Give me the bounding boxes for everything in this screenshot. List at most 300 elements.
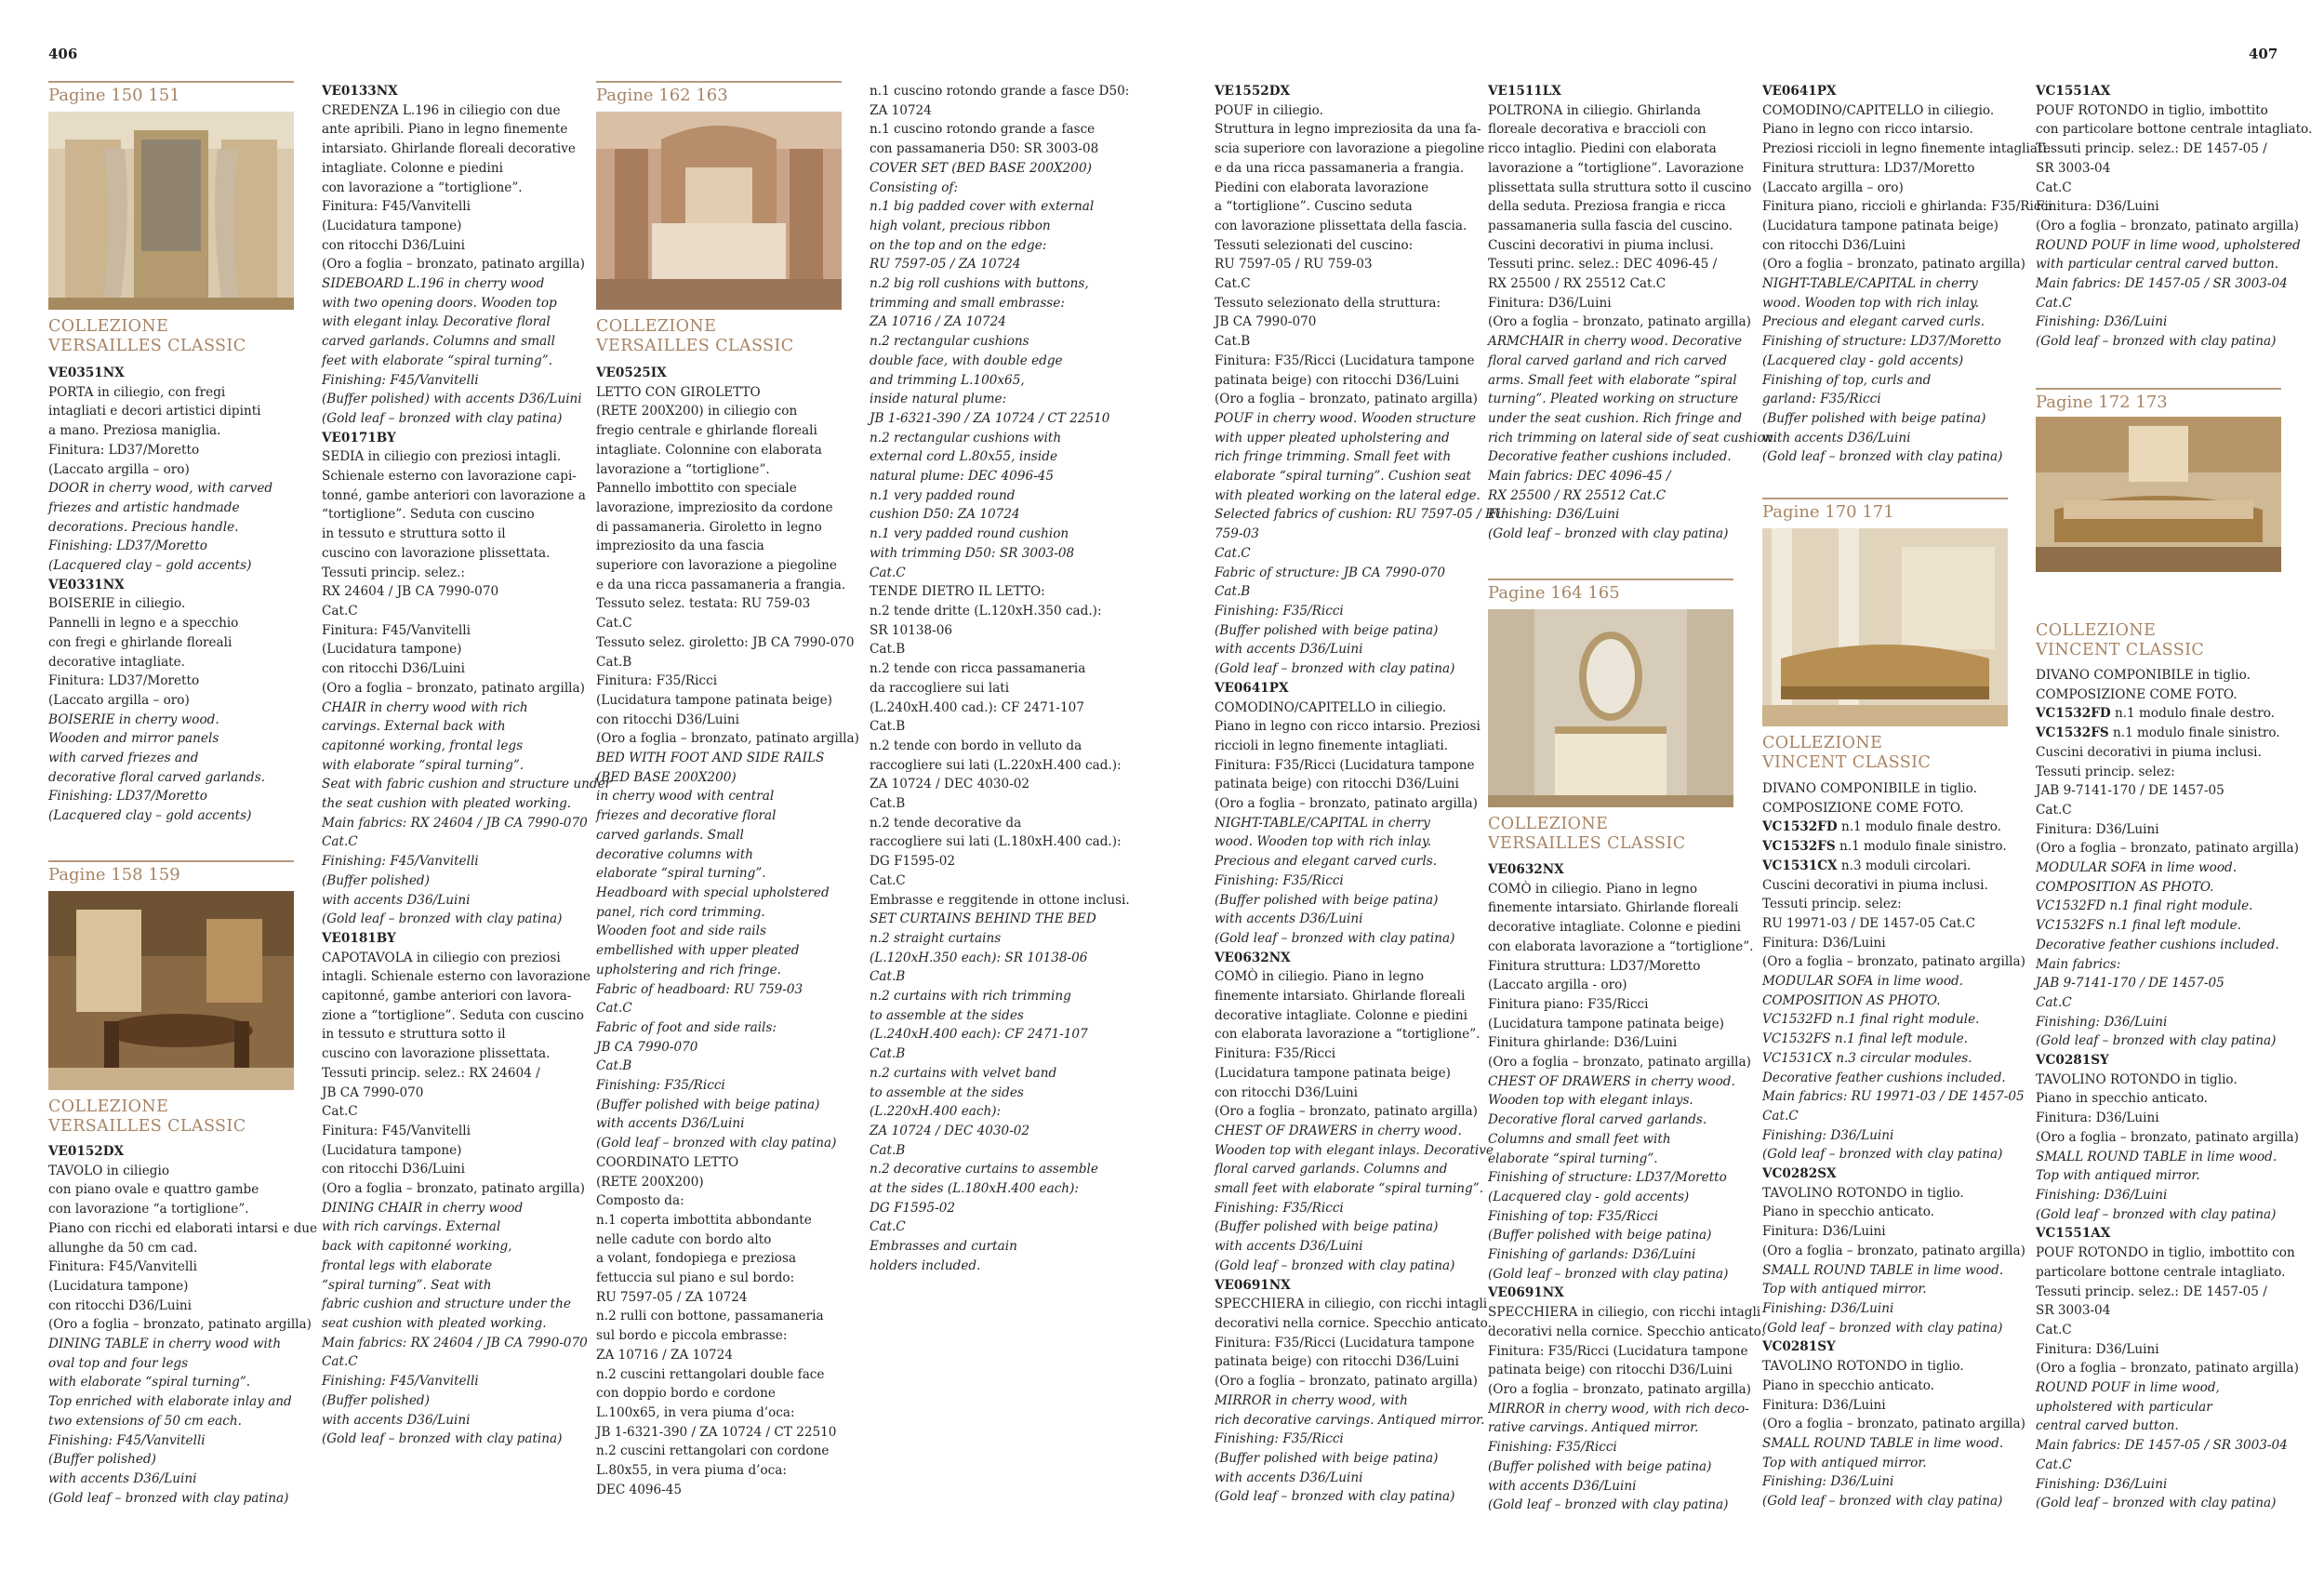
english-text-line: n.2 big roll cushions with buttons, — [870, 276, 1089, 292]
text-line: DIVANO COMPONIBILE in tiglio. — [2036, 668, 2251, 683]
english-text-line: wood. Wooden top with rich inlay. — [1762, 295, 1980, 311]
english-text-line: Cat.B — [870, 1046, 906, 1062]
text-line: (Oro a foglia – bronzato, patinato argilla) — [322, 680, 585, 696]
text-line: (Laccato argilla – oro) — [48, 692, 190, 708]
text-line: n.2 tende con bordo in velluto da — [870, 738, 1082, 753]
text-line: tonné, gambe anteriori con lavorazione a — [322, 487, 586, 503]
text-line: (Oro a foglia – bronzato, patinato argilla) — [2036, 1129, 2299, 1145]
item-code: VE0691NX — [1488, 1285, 1564, 1301]
text-line — [1762, 818, 2025, 837]
text-line: Cat.C — [596, 616, 632, 632]
text-line: SR 3003-04 — [2036, 160, 2111, 176]
english-text-line: decorative columns with — [596, 846, 754, 862]
item-code-description: n.1 modulo finale sinistro. — [2108, 725, 2280, 741]
english-text-line: with particular central carved button. — [2036, 257, 2279, 273]
text-line: Finitura: F45/Vanvitelli — [322, 199, 471, 215]
text-line: (Oro a foglia – bronzato, patinato argilla) — [322, 257, 585, 273]
text-line: con ritocchi D36/Luini — [322, 237, 466, 253]
text-line: Pannelli in legno e a specchio — [48, 616, 239, 632]
english-text-line: DINING CHAIR in cherry wood — [322, 1200, 524, 1216]
text-line: (Oro a foglia – bronzato, patinato argilla) — [596, 731, 859, 747]
page-number-right: 407 — [2249, 46, 2278, 62]
text-line: Cat.C — [322, 1104, 358, 1120]
text-line: n.1 coperta imbottita abbondante — [596, 1212, 812, 1228]
text-line: POUF ROTONDO in tiglio, imbottito con — [2036, 1245, 2295, 1261]
text-line: Finitura: F45/Vanvitelli — [322, 622, 471, 638]
english-text-line: Consisting of: — [870, 180, 959, 195]
text-line: SPECCHIERA in ciliegio, con ricchi intagli — [1488, 1305, 1761, 1321]
english-text-line: decorative floral carved garlands. — [48, 769, 265, 785]
english-text-line: DG F1595-02 — [870, 1200, 955, 1216]
section-pages-label: Pagine 162 163 — [596, 86, 728, 105]
english-text-line: (Gold leaf – bronzed with clay patina) — [1762, 1494, 2003, 1510]
english-text-line: Finishing of structure: LD37/Moretto — [1488, 1170, 1727, 1186]
text-line: TAVOLINO ROTONDO in tiglio. — [1762, 1185, 1964, 1201]
text-line: RU 7597-05 / RU 759-03 — [1215, 257, 1373, 273]
english-text-line: (Gold leaf – bronzed with clay patina) — [322, 1431, 563, 1447]
text-line: COMPOSIZIONE COME FOTO. — [2036, 686, 2238, 702]
english-text-line: with carved friezes and — [48, 751, 199, 766]
english-text-line: Finishing of top, curls and — [1762, 372, 1932, 388]
english-text-line: with two opening doors. Wooden top — [322, 295, 557, 311]
text-line: decorative intagliate. Colonne e piedini — [1488, 920, 1741, 936]
english-text-line: Main fabrics: — [2036, 956, 2121, 972]
item-code: VC0281SY — [1762, 1339, 1836, 1355]
page-number-left: 406 — [48, 46, 78, 62]
text-line: TAVOLINO ROTONDO in tiglio. — [1762, 1359, 1964, 1375]
text-line: intagliate. Colonne e piedini — [322, 160, 503, 176]
text-line: (RETE 200X200) — [596, 1174, 704, 1190]
english-text-line: JAB 9-7141-170 / DE 1457-05 — [2036, 976, 2224, 991]
text-line: allunghe da 50 cm cad. — [48, 1240, 198, 1256]
text-line: con ritocchi D36/Luini — [322, 661, 466, 677]
english-text-line: (Buffer polished with beige patina) — [1215, 1450, 1439, 1466]
text-line: Tessuto selez. testata: RU 759-03 — [596, 596, 811, 612]
english-text-line: to assemble at the sides — [870, 1007, 1024, 1023]
english-text-line: embellished with upper pleated — [596, 943, 800, 959]
english-text-line: Cat.C — [322, 1354, 358, 1370]
text-line: con doppio bordo e cordone — [596, 1386, 776, 1402]
text-line: Cuscini decorativi in piuma inclusi. — [2036, 744, 2262, 760]
text-line: POLTRONA in ciliegio. Ghirlanda — [1488, 102, 1701, 118]
text-line: SR 10138-06 — [870, 622, 953, 638]
text-line: (Laccato argilla – oro) — [1762, 180, 1904, 195]
english-text-line: (Buffer polished) — [322, 872, 430, 888]
text-line: (Oro a foglia – bronzato, patinato argilla) — [1215, 392, 1478, 407]
text-line: (Lucidatura tampone) — [48, 1278, 189, 1294]
text-line: Cat.B — [596, 654, 632, 670]
english-text-line: Finishing: F45/Vanvitelli — [322, 1374, 479, 1390]
item-text-block — [1762, 82, 2052, 467]
text-line: COMÒ in ciliegio. Piano in legno — [1488, 881, 1698, 897]
english-text-line: with elegant inlay. Decorative floral — [322, 314, 551, 330]
text-line: con lavorazione plissettata della fascia. — [1215, 218, 1467, 233]
english-text-line: garland: F35/Ricci — [1762, 392, 1881, 407]
item-text-block — [48, 364, 272, 826]
text-line: RX 25500 / RX 25512 Cat.C — [1488, 276, 1667, 292]
text-line: superiore con lavorazione a piegoline — [596, 558, 837, 574]
text-line: COMÒ in ciliegio. Piano in legno — [1215, 969, 1425, 985]
english-text-line: (Gold leaf – bronzed with clay patina) — [1488, 526, 1729, 542]
english-text-line: Cat.C — [596, 1001, 632, 1017]
item-text-block — [596, 364, 859, 1499]
english-text-line: Main fabrics: DEC 4096-45 / — [1488, 469, 1671, 485]
text-line: Cat.C — [870, 872, 906, 888]
text-line: Cat.C — [322, 603, 358, 619]
english-text-line: (Gold leaf – bronzed with clay patina) — [322, 410, 563, 426]
text-line: Finitura: F45/Vanvitelli — [322, 1123, 471, 1138]
text-line: RX 24604 / JB CA 7990-070 — [322, 584, 499, 600]
item-code: VE0171BY — [322, 430, 396, 446]
english-text-line: CHEST OF DRAWERS in cherry wood. — [1215, 1123, 1462, 1138]
text-line: con ritocchi D36/Luini — [322, 1162, 466, 1177]
collection-line: VERSAILLES CLASSIC — [48, 1116, 246, 1136]
english-text-line: and trimming L.100x65, — [870, 372, 1025, 388]
text-line: lavorazione, impreziosito da cordone — [596, 499, 833, 515]
english-text-line: Finishing: LD37/Moretto — [48, 789, 207, 805]
text-line: (L.240xH.400 cad.): CF 2471-107 — [870, 699, 1084, 715]
english-text-line: Finishing: F45/Vanvitelli — [322, 372, 479, 388]
text-line: n.2 tende con ricca passamaneria — [870, 661, 1086, 677]
text-line: POUF in ciliegio. — [1215, 102, 1323, 118]
text-line: SEDIA in ciliegio con preziosi intagli. — [322, 449, 562, 465]
english-text-line: (Gold leaf – bronzed with clay patina) — [1762, 1147, 2003, 1163]
english-text-line: with pleated working on the lateral edge. — [1215, 487, 1481, 503]
english-text-line: Fabric of structure: JB CA 7990-070 — [1215, 565, 1446, 580]
text-line: con elaborata lavorazione a “tortiglione”. — [1488, 938, 1754, 954]
text-line: TAVOLINO ROTONDO in tiglio. — [2036, 1071, 2238, 1087]
text-line: COMODINO/CAPITELLO in ciliegio. — [1762, 102, 1995, 118]
text-line: Cat.B — [1215, 334, 1251, 350]
english-text-line: inside natural plume: — [870, 392, 1007, 407]
english-text-line: with elaborate “spiral turning”. — [48, 1375, 251, 1390]
english-text-line: (Gold leaf – bronzed with clay patina) — [596, 1136, 837, 1151]
english-text-line: Top with antiqued mirror. — [1762, 1282, 1927, 1297]
item-code: VE1511LX — [1488, 84, 1561, 99]
english-text-line: n.2 curtains with velvet band — [870, 1065, 1057, 1081]
text-line: cuscino con lavorazione plissettata. — [322, 545, 551, 561]
text-line: JB 1-6321-390 / ZA 10724 / CT 22510 — [596, 1424, 837, 1440]
english-text-line: n.1 very padded round — [870, 487, 1016, 503]
english-text-line: with accents D36/Luini — [322, 1412, 471, 1428]
english-text-line: Finishing: F35/Ricci — [1215, 872, 1344, 888]
text-line: Tessuti princip. selez: — [1762, 897, 1902, 912]
english-text-line: double face, with double edge — [870, 353, 1063, 368]
text-line — [1762, 837, 2025, 857]
english-text-line: Finishing of structure: LD37/Moretto — [1762, 334, 2001, 350]
english-text-line: Main fabrics: DE 1457-05 / SR 3003-04 — [2036, 1438, 2288, 1454]
text-line: Finitura: LD37/Moretto — [48, 673, 200, 689]
text-line: con lavorazione a “tortiglione”. — [322, 180, 523, 195]
section-rule — [1488, 579, 1733, 580]
english-text-line: upholstered with particular — [2036, 1399, 2212, 1415]
english-text-line: SMALL ROUND TABLE in lime wood. — [1762, 1435, 2004, 1451]
english-text-line: elaborate “spiral turning”. — [1488, 1151, 1658, 1166]
text-line: DEC 4096-45 — [596, 1482, 683, 1497]
english-text-line: MODULAR SOFA in lime wood. — [2036, 860, 2238, 876]
english-text-line: COMPOSITION AS PHOTO. — [1762, 992, 1941, 1008]
item-code: VC1532FS — [1762, 839, 1836, 855]
english-text-line: decorations. Precious handle. — [48, 519, 239, 535]
text-line: (Oro a foglia – bronzato, patinato argilla) — [1762, 257, 2025, 273]
collection-line: VINCENT CLASSIC — [2036, 640, 2205, 659]
english-text-line: Main fabrics: RU 19971-03 / DE 1457-05 — [1762, 1089, 2025, 1105]
english-text-line: with elaborate “spiral turning”. — [322, 757, 525, 773]
english-text-line: in cherry wood with central — [596, 789, 775, 805]
english-text-line: n.2 curtains with rich trimming — [870, 989, 1071, 1004]
english-text-line: Wooden top with elegant inlays. Decorative — [1215, 1142, 1494, 1158]
item-code: VC1532FD — [1762, 819, 1838, 835]
english-text-line: (Buffer polished) with accents D36/Luini — [322, 392, 582, 407]
text-line: patinata beige) con ritocchi D36/Luini — [1488, 1363, 1733, 1378]
text-line: Piano in legno con ricco intarsio. Preziosi — [1215, 719, 1481, 735]
text-line: COMODINO/CAPITELLO in ciliegio. — [1215, 699, 1447, 715]
item-code: VC1551AX — [2036, 1226, 2111, 1242]
english-text-line: rich fringe trimming. Small feet with — [1215, 449, 1452, 465]
text-line: RU 7597-05 / ZA 10724 — [596, 1289, 748, 1305]
english-text-line: Fabric of foot and side rails: — [596, 1019, 777, 1035]
english-text-line: Finishing: LD37/Moretto — [48, 539, 207, 554]
english-text-line: external cord L.80x55, inside — [870, 449, 1057, 465]
collection-line: COLLEZIONE — [1762, 734, 1883, 752]
text-line: di passamaneria. Giroletto in legno — [596, 519, 822, 535]
english-text-line: cushion D50: ZA 10724 — [870, 507, 1020, 523]
text-line: decorative intagliate. — [48, 654, 186, 670]
english-text-line: seat cushion with pleated working. — [322, 1316, 547, 1331]
section-rule — [596, 81, 842, 83]
text-line: intagli. Schienale esterno con lavorazione — [322, 969, 591, 985]
english-text-line: Finishing: D36/Luini — [1762, 1300, 1894, 1316]
english-text-line: (Gold leaf – bronzed with clay patina) — [322, 911, 563, 927]
item-code: VC0282SX — [1762, 1166, 1837, 1182]
text-line: Finitura piano: F35/Ricci — [1488, 996, 1649, 1012]
english-text-line: n.2 straight curtains — [870, 930, 1002, 946]
english-text-line: n.1 very padded round cushion — [870, 526, 1069, 542]
english-text-line: with accents D36/Luini — [1215, 1470, 1363, 1485]
text-line: con lavorazione “a tortiglione”. — [48, 1202, 249, 1217]
text-line: capitonné, gambe anteriori con lavora- — [322, 989, 572, 1004]
text-line: scia superiore con lavorazione a piegoline — [1215, 141, 1485, 157]
text-line: con ritocchi D36/Luini — [596, 712, 740, 727]
english-text-line: Cat.C — [2036, 994, 2072, 1010]
text-line: Piano in specchio anticato. — [2036, 1091, 2208, 1107]
item-code-description: n.1 modulo finale destro. — [2110, 706, 2275, 722]
english-text-line: friezes and decorative floral — [596, 808, 777, 824]
text-line: Pannello imbottito con speciale — [596, 481, 797, 497]
section-rule — [2036, 388, 2281, 390]
text-line: zione a “tortiglione”. Seduta con cuscino — [322, 1007, 584, 1023]
text-line: in tessuto e struttura sotto il — [322, 1027, 506, 1043]
english-text-line: (Gold leaf – bronzed with clay patina) — [2036, 1206, 2277, 1222]
text-line: Finitura ghirlande: D36/Luini — [1488, 1035, 1678, 1051]
english-text-line: Cat.C — [870, 565, 906, 580]
text-line: (Oro a foglia – bronzato, patinato argilla) — [1215, 796, 1478, 812]
text-line: JB CA 7990-070 — [322, 1084, 424, 1100]
text-line: fregio centrale e ghirlande floreali — [596, 423, 817, 439]
english-text-line: VC1532FD n.1 final right module. — [2036, 898, 2253, 914]
english-text-line: natural plume: DEC 4096-45 — [870, 469, 1055, 485]
text-line: Cat.C — [2036, 802, 2072, 818]
text-line: (Oro a foglia – bronzato, patinato argilla) — [1762, 1417, 2025, 1432]
text-line: floreale decorativa e braccioli con — [1488, 122, 1706, 138]
english-text-line: Finishing: D36/Luini — [1762, 1474, 1894, 1490]
item-text-block — [870, 82, 1130, 1276]
section-pages-label: Pagine 172 173 — [2036, 392, 2168, 412]
collection-line: COLLEZIONE — [596, 317, 717, 336]
english-text-line: Decorative feather cushions included. — [1488, 449, 1732, 465]
text-line: ZA 10724 / DEC 4030-02 — [870, 777, 1030, 792]
text-line: (Lucidatura tampone patinata beige) — [596, 692, 832, 708]
english-text-line: n.2 rectangular cushions — [870, 334, 1029, 350]
english-text-line: (L.220xH.400 each): — [870, 1104, 1002, 1120]
item-text-block — [322, 82, 611, 1449]
english-text-line: ZA 10716 / ZA 10724 — [870, 314, 1006, 330]
english-text-line: BED WITH FOOT AND SIDE RAILS — [596, 751, 825, 766]
text-line: Finitura: D36/Luini — [2036, 199, 2159, 215]
text-line: SR 3003-04 — [2036, 1303, 2111, 1319]
text-line — [1762, 857, 2025, 876]
item-code: VE0331NX — [48, 577, 125, 592]
text-line: DIVANO COMPONIBILE in tiglio. — [1762, 781, 1977, 796]
text-line: (Oro a foglia – bronzato, patinato argilla) — [48, 1317, 312, 1333]
text-line: Tessuto selez. giroletto: JB CA 7990-070 — [596, 634, 855, 650]
text-line: (Oro a foglia – bronzato, patinato argilla) — [1488, 1381, 1751, 1397]
collection-title — [48, 1097, 246, 1136]
text-line: da raccogliere sui lati — [870, 680, 1010, 696]
english-text-line: Cat.C — [2036, 1457, 2072, 1472]
english-text-line: COVER SET (BED BASE 200X200) — [870, 160, 1092, 176]
collection-title — [1488, 815, 1686, 853]
english-text-line: (L.240xH.400 each): CF 2471-107 — [870, 1027, 1088, 1043]
english-text-line: n.2 rectangular cushions with — [870, 430, 1062, 446]
text-line: intagliati e decori artistici dipinti — [48, 404, 261, 419]
english-text-line: (Buffer polished) — [322, 1392, 430, 1408]
english-text-line: Finishing: D36/Luini — [1762, 1127, 1894, 1143]
section-pages-label: Pagine 164 165 — [1488, 583, 1620, 603]
english-text-line: back with capitonné working, — [322, 1239, 512, 1255]
english-text-line: Finishing: D36/Luini — [2036, 1187, 2168, 1203]
text-line: Cat.C — [2036, 1322, 2072, 1337]
english-text-line: Wooden and mirror panels — [48, 731, 219, 747]
english-text-line: VC1532FS n.1 final left module. — [1762, 1031, 1968, 1047]
text-line: Tessuti princip. selez.: — [322, 565, 465, 580]
text-line: Cuscini decorativi in piuma inclusi. — [1488, 237, 1714, 253]
english-text-line: Cat.C — [1762, 1108, 1799, 1124]
text-line: fettuccia sul piano e sul bordo: — [596, 1270, 795, 1286]
english-text-line: DINING TABLE in cherry wood with — [48, 1337, 282, 1352]
english-text-line: (Buffer polished) — [48, 1452, 156, 1468]
text-line: (Oro a foglia – bronzato, patinato argilla) — [1215, 1104, 1478, 1120]
text-line: con piano ovale e quattro gambe — [48, 1182, 259, 1198]
text-line: Finitura: F45/Vanvitelli — [48, 1259, 197, 1275]
english-text-line: under the seat cushion. Rich fringe and — [1488, 410, 1743, 426]
english-text-line: small feet with elaborate “spiral turning”. — [1215, 1181, 1484, 1197]
english-text-line: Decorative feather cushions included. — [2036, 937, 2279, 952]
english-text-line: Finishing: F35/Ricci — [1215, 1431, 1344, 1447]
text-line: BOISERIE in ciliegio. — [48, 596, 186, 612]
english-text-line: Top with antiqued mirror. — [2036, 1168, 2200, 1184]
english-text-line: arms. Small feet with elaborate “spiral — [1488, 372, 1737, 388]
english-text-line: two extensions of 50 cm each. — [48, 1413, 242, 1429]
text-line: patinata beige) con ritocchi D36/Luini — [1215, 372, 1459, 388]
text-line: LETTO CON GIROLETTO — [596, 384, 761, 400]
english-text-line: ARMCHAIR in cherry wood. Decorative — [1488, 334, 1743, 350]
text-line: n.1 cuscino rotondo grande a fasce — [870, 122, 1096, 138]
item-code: VE0525IX — [596, 366, 667, 380]
text-line: (Lucidatura tampone patinata beige) — [1215, 1065, 1451, 1081]
english-text-line: SIDEBOARD L.196 in cherry wood — [322, 276, 545, 292]
text-line: patinata beige) con ritocchi D36/Luini — [1215, 777, 1459, 792]
english-text-line: (Buffer polished with beige patina) — [1215, 892, 1439, 908]
text-line: Cat.B — [870, 642, 906, 658]
text-line: Tessuti princip. selez.: DE 1457-05 / — [2036, 141, 2267, 157]
english-text-line: Precious and elegant carved curls. — [1762, 314, 1985, 330]
english-text-line: MIRROR in cherry wood, with — [1215, 1392, 1408, 1408]
text-line: Finitura piano, riccioli e ghirlanda: F35/Ricci — [1762, 199, 2052, 215]
english-text-line: n.1 big padded cover with external — [870, 199, 1095, 215]
text-line: (Lucidatura tampone patinata beige) — [1762, 218, 1999, 233]
text-line: Struttura in legno impreziosita da una fa- — [1215, 122, 1481, 138]
text-line: Cat.B — [870, 796, 906, 812]
english-text-line: VC1532FD n.1 final right module. — [1762, 1012, 1980, 1028]
collection-title — [2036, 621, 2204, 659]
section-rule — [48, 81, 294, 83]
item-text-block — [1488, 82, 1777, 544]
english-text-line: with accents D36/Luini — [48, 1470, 197, 1486]
text-line: Finitura: D36/Luini — [2036, 821, 2159, 837]
text-line: Finitura: LD37/Moretto — [48, 442, 200, 458]
english-text-line: Finishing: F35/Ricci — [1488, 1440, 1617, 1456]
photo-bedroom — [596, 112, 842, 310]
english-text-line: Finishing: F35/Ricci — [1215, 1200, 1344, 1216]
text-line: Preziosi riccioli in legno finemente intagliati. — [1762, 141, 2052, 157]
text-line: n.2 cuscini rettangolari con cordone — [596, 1443, 830, 1459]
english-text-line: (Lacquered clay - gold accents) — [1762, 353, 1964, 368]
english-text-line: (Gold leaf – bronzed with clay patina) — [1762, 449, 2003, 465]
text-line: n.2 tende decorative da — [870, 815, 1022, 831]
text-line: Cat.C — [1215, 276, 1251, 292]
english-text-line: Embrasses and curtain — [870, 1239, 1017, 1255]
item-code: VC1551AX — [2036, 84, 2111, 99]
english-text-line: on the top and on the edge: — [870, 237, 1047, 253]
english-text-line: (Gold leaf – bronzed with clay patina) — [1215, 1257, 1455, 1273]
english-text-line: ROUND POUF in lime wood, — [2036, 1380, 2220, 1396]
english-text-line: Finishing of garlands: D36/Luini — [1488, 1247, 1696, 1263]
text-line: Finitura: F35/Ricci (Lucidatura tampone — [1488, 1343, 1748, 1359]
english-text-line: Headboard with special upholstered — [596, 885, 830, 900]
text-line: PORTA in ciliegio, con fregi — [48, 384, 226, 400]
text-line: finemente intarsiato. Ghirlande floreali — [1215, 989, 1466, 1004]
english-text-line: (Lacquered clay – gold accents) — [48, 808, 252, 824]
photo-sofa-room — [2036, 417, 2281, 572]
text-line: in tessuto e struttura sotto il — [322, 526, 506, 542]
english-text-line: Cat.C — [870, 1219, 906, 1235]
english-text-line: capitonné working, frontal legs — [322, 738, 524, 753]
text-line: passamaneria sulla fascia del cuscino. — [1488, 218, 1733, 233]
english-text-line: frontal legs with elaborate — [322, 1257, 493, 1273]
english-text-line: MIRROR in cherry wood, with rich deco- — [1488, 1401, 1749, 1417]
text-line: Tessuto selezionato della struttura: — [1215, 295, 1441, 311]
english-text-line: NIGHT-TABLE/CAPITAL in cherry — [1762, 276, 1978, 292]
text-line: Piano in legno con ricco intarsio. — [1762, 122, 1973, 138]
text-line: con ritocchi D36/Luini — [1762, 237, 1906, 253]
english-text-line: JB 1-6321-390 / ZA 10724 / CT 22510 — [870, 410, 1110, 426]
text-line: Cat.C — [2036, 180, 2072, 195]
english-text-line: elaborate “spiral turning”. — [596, 866, 766, 882]
english-text-line: (Gold leaf – bronzed with clay patina) — [48, 1490, 289, 1506]
english-text-line: carved garlands. Small — [596, 827, 744, 843]
english-text-line: Top enriched with elaborate inlay and — [48, 1394, 292, 1410]
